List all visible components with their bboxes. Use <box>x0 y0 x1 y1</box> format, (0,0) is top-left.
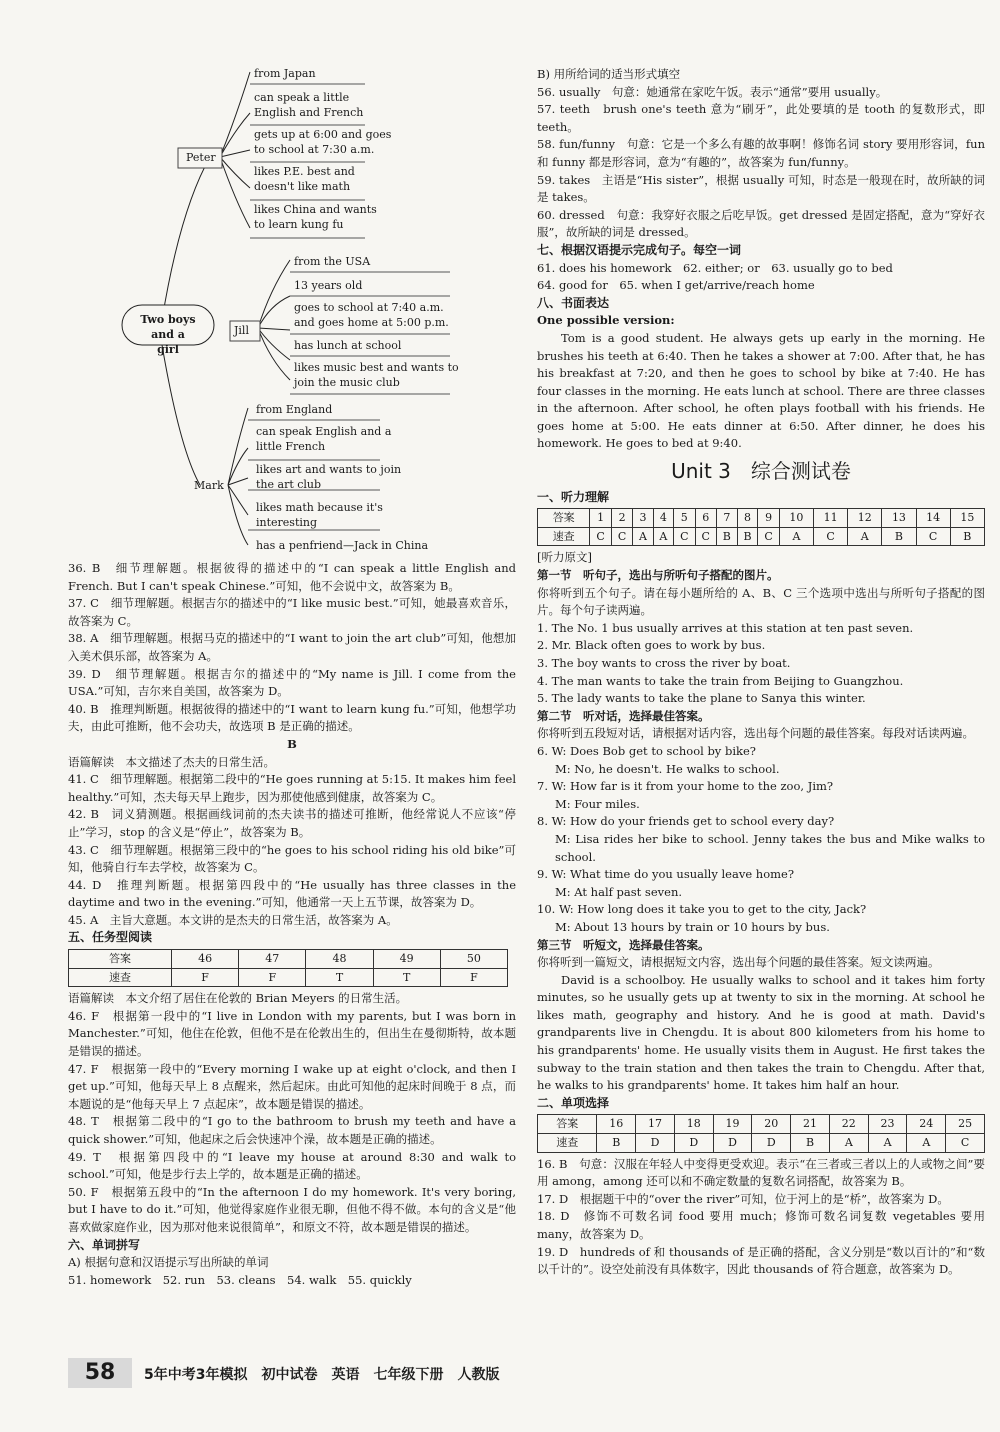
answer-19: 19. D hundreds of 和 thousands of 是正确的搭配，含义分别是“数以百计的”和“数以千计的”。设空处前没有具体数字，因此 thousands of 符合题意，故答案为 D。 <box>537 1244 985 1277</box>
jill-sub-lines <box>258 260 290 380</box>
answer-56: 56. usually 句意：她通常在家吃午饭。表示“通常”要用 usually。 <box>537 84 888 99</box>
dialogue-line: M: Four miles. <box>555 796 640 811</box>
answer-table-2 <box>537 1114 985 1152</box>
table-cell: 23 <box>868 1115 907 1134</box>
section-8-heading: 八、书面表达 <box>537 295 610 310</box>
table-cell: A <box>848 527 882 546</box>
dialogue-line: 9. W: What time do you usually leave home? <box>537 867 795 882</box>
sentence-3: 3. The boy wants to cross the river by boat. <box>537 656 791 670</box>
table-cell: D <box>636 1134 675 1153</box>
table-cell: C <box>758 527 779 546</box>
book-title: 5年中考3年模拟 初中试卷 英语 七年级下册 人教版 <box>144 1367 500 1383</box>
peter-item: gets up at 6:00 and goes to school at 7:30 a.m. <box>254 128 392 156</box>
branch-peter-line <box>162 157 210 320</box>
passage-summary-b: 语篇解读 本文描述了杰夫的日常生活。 <box>68 754 275 769</box>
peter-item: likes P.E. best and doesn't like math <box>254 165 355 193</box>
table-cell: C <box>611 527 632 546</box>
answer-60: 60. dressed 句意：我穿好衣服之后吃早饭。get dressed 是固定搭配，意为“穿好衣服”，故所缺的词是 dressed。 <box>537 207 985 240</box>
table-cell: A <box>653 527 673 546</box>
table-cell: 7 <box>716 509 737 528</box>
section-6-heading: 六、单词拼写 <box>68 1237 141 1252</box>
table-cell: 49 <box>373 950 440 969</box>
table-cell: 答案 <box>538 509 590 528</box>
peter-sub-lines <box>220 72 250 228</box>
branch-mark-line <box>162 345 200 485</box>
table-cell: A <box>779 527 813 546</box>
table-cell: 速查 <box>538 1134 597 1153</box>
section-6a-heading: A) 根据句意和汉语提示写出所缺的单词 <box>68 1255 269 1270</box>
table-cell: A <box>868 1134 907 1153</box>
answer-49: 49. T 根据第四段中的“I leave my house at around 8:30 and walk to school.”可知，他是步行去上学的，故本题是正确的描述。 <box>68 1149 516 1182</box>
listening-passage: David is a schoolboy. He usually walks to school and it takes him forty minutes, so he usually gets up at twenty to six in the morning. At school he likes math, geography and history. And he is good at math. David's grandparents live in Chengdu. It is about 800 kilometers from his home to his grandparents' home. He usually visits them in August. He first takes the subway to the train station and then takes the train to Chengdu. After that, he walks to his grandparents' home. It takes him half an hour. <box>537 972 985 1093</box>
answer-50: 50. F 根据第五段中的“In the afternoon I do my homework. It's very boring, but I have to do it.”可知，他觉得家庭作业很无聊，但他不得不做。本句的含义是“他喜欢做家庭作业，因为那对他来说很简单”，和原文不符，故本题是错误的描述。 <box>68 1184 516 1234</box>
answer-40: 40. B 推理判断题。根据彼得的描述中的“I want to learn kung fu.”可知，他想学功夫，由此可推断，他不会功夫，故选项 B 是正确的描述。 <box>68 701 516 734</box>
table-cell: B <box>950 527 984 546</box>
jill-item: from the USA <box>294 255 371 268</box>
answer-39: 39. D 细节理解题。根据吉尔的描述中的“My name is Jill. I come from the USA.”可知，吉尔来自美国，故答案为 D。 <box>68 666 516 699</box>
table-cell: D <box>713 1134 752 1153</box>
table-cell: 10 <box>779 509 813 528</box>
dialogue-line: 8. W: How do your friends get to school every day? <box>537 814 835 829</box>
table-cell: B <box>791 1134 830 1153</box>
part-1-heading: 第一节 听句子，选出与所听句子搭配的图片。 <box>537 568 779 583</box>
table-cell: 4 <box>653 509 673 528</box>
answers-51-55: 51. homework 52. run 53. cleans 54. walk 55. quickly <box>68 1272 412 1287</box>
section-6b-heading: B) 用所给词的适当形式填空 <box>537 67 681 81</box>
mark-item: from England <box>256 403 333 416</box>
answer-16: 16. B 句意：汉服在年轻人中变得更受欢迎。表示“在三者或三者以上的人或物之间”要用 among，among 还可以和不确定数量的复数名词搭配，故答案为 B。 <box>537 1156 985 1189</box>
table-cell: 速查 <box>69 968 172 987</box>
table-cell: 25 <box>946 1115 985 1134</box>
table-cell: B <box>716 527 737 546</box>
section-2-heading: 二、单项选择 <box>537 1095 610 1110</box>
answers-64-65: 64. good for 65. when I get/arrive/reach home <box>537 278 815 293</box>
part-1-instructions: 你将听到五个句子。请在每小题所给的 A、B、C 三个选项中选出与所听句子搭配的图片。每个句子读两遍。 <box>537 585 985 618</box>
section-b-heading: B <box>287 736 297 751</box>
answer-38: 38. A 细节理解题。根据马克的描述中的“I want to join the art club”可知，他想加入美术俱乐部，故答案为 A。 <box>68 631 516 663</box>
table-cell: C <box>916 527 950 546</box>
table-cell: B <box>737 527 758 546</box>
listening-transcript-label: [听力原文] <box>537 550 592 565</box>
table-cell: B <box>882 527 916 546</box>
jill-item: 13 years old <box>294 279 363 292</box>
table-cell: 48 <box>306 950 373 969</box>
answer-57: 57. teeth brush one's teeth 意为“刷牙”，此处要填的是 tooth 的复数形式，即 teeth。 <box>537 102 985 134</box>
unit-title: Unit 3 综合测试卷 <box>671 459 851 484</box>
table-cell: C <box>590 527 611 546</box>
peter-item: can speak a little English and French <box>254 91 364 119</box>
left-column <box>68 560 516 1289</box>
table-cell: 50 <box>440 950 507 969</box>
table-cell: D <box>752 1134 791 1153</box>
part-2-instructions: 你将听到五段短对话，请根据对话内容，选出每个问题的最佳答案。每段对话读两遍。 <box>537 726 974 741</box>
answer-37: 37. C 细节理解题。根据吉尔的描述中的“I like music best.”可知，她最喜欢音乐，故答案为 C。 <box>68 596 516 628</box>
table-cell: 16 <box>597 1115 636 1134</box>
dialogue-line: M: At half past seven. <box>555 884 683 899</box>
answer-17: 17. D 根据题干中的“over the river”可知，位于河上的是“桥”，故答案为 D。 <box>537 1191 949 1206</box>
section-7-heading: 七、根据汉语提示完成句子。每空一词 <box>537 242 742 257</box>
answer-59: 59. takes 主语是“His sister”，根据 usually 可知，时态是一般现在时，故所缺的词是 takes。 <box>537 172 985 205</box>
answer-47: 47. F 根据第一段中的“Every morning I wake up at eight o'clock, and then I get up.”可知，他每天早上 8 点醒来，然后起床。由此可知他的起床时间晚于 8 点，而本题说的是“他每天早上 7 点起床”，故本题是错误的描述。 <box>68 1061 516 1111</box>
table-cell: D <box>674 1134 713 1153</box>
answer-48: 48. T 根据第二段中的“I go to the bathroom to brush my teeth and have a quick shower.”可知，他起床之后会快速冲个澡，故本题是正确的描述。 <box>68 1114 516 1146</box>
page-number: 58 <box>68 1358 132 1388</box>
table-cell: 11 <box>814 509 848 528</box>
table-cell: 47 <box>239 950 306 969</box>
table-cell: 18 <box>674 1115 713 1134</box>
answer-42: 42. B 词义猜测题。根据画线词前的杰夫读书的描述可推断，他经常说人不应该“停止”学习，stop 的含义是“停止”，故答案为 B。 <box>68 807 516 839</box>
table-cell: 6 <box>695 509 716 528</box>
answer-41: 41. C 细节理解题。根据第二段中的“He goes running at 5:15. It makes him feel healthy.”可知，杰夫每天早上跑步，因为那使他感到健康，故答案为 C。 <box>68 772 516 804</box>
part-3-heading: 第三节 听短文，选择最佳答案。 <box>537 937 710 952</box>
table-cell: 答案 <box>538 1115 597 1134</box>
answer-45: 45. A 主旨大意题。本文讲的是杰夫的日常生活，故答案为 A。 <box>68 912 398 927</box>
table-cell: 2 <box>611 509 632 528</box>
table-cell: 20 <box>752 1115 791 1134</box>
dialogue-line: 10. W: How long does it take you to get to the city, Jack? <box>537 902 867 917</box>
part-3-instructions: 你将听到一篇短文，请根据短文内容，选出每个问题的最佳答案。短文读两遍。 <box>537 955 940 970</box>
table-cell: 21 <box>791 1115 830 1134</box>
table-cell: 14 <box>916 509 950 528</box>
sentence-5: 5. The lady wants to take the plane to Sanya this winter. <box>537 691 866 706</box>
jill-item: goes to school at 7:40 a.m. and goes home at 5:00 p.m. <box>294 301 449 329</box>
table-cell: T <box>306 968 373 987</box>
section-1-heading: 一、听力理解 <box>537 489 610 504</box>
answer-18: 18. D 修饰不可数名词 food 要用 much；修饰可数名词复数 vegetables 要用 many，故答案为 D。 <box>537 1209 985 1241</box>
table-cell: A <box>633 527 653 546</box>
mark-item: can speak English and a little French <box>256 425 392 453</box>
mind-map <box>120 60 520 555</box>
table-cell: A <box>829 1134 868 1153</box>
node-jill: Jill <box>234 324 249 337</box>
dialogue-line: 7. W: How far is it from your home to the zoo, Jim? <box>537 779 834 794</box>
dialogue-line: M: Lisa rides her bike to school. Jenny takes the bus and Mike walks to school. <box>555 831 985 864</box>
answer-table-1 <box>537 508 985 546</box>
table-cell: 9 <box>758 509 779 528</box>
section-5-heading: 五、任务型阅读 <box>68 930 153 945</box>
table-cell: A <box>907 1134 946 1153</box>
mark-item: likes art and wants to join the art club <box>256 463 402 491</box>
table-cell: 8 <box>737 509 758 528</box>
table-cell: C <box>814 527 848 546</box>
table-cell: 13 <box>882 509 916 528</box>
answer-44: 44. D 推理判断题。根据第四段中的“He usually has three classes in the daytime and two in the evening.”可知，他通常一天上五节课，故答案为 D。 <box>68 877 516 910</box>
table-cell: 5 <box>674 509 695 528</box>
sentence-4: 4. The man wants to take the train from Beijing to Guangzhou. <box>537 673 904 688</box>
passage-summary-5: 语篇解读 本文介绍了居住在伦敦的 Brian Meyers 的日常生活。 <box>68 991 408 1006</box>
jill-item: likes music best and wants to join the music club <box>294 361 459 389</box>
table-cell: F <box>172 968 239 987</box>
table-cell: 12 <box>848 509 882 528</box>
peter-item: likes China and wants to learn kung fu <box>254 203 377 231</box>
sample-essay: Tom is a good student. He always gets up early in the morning. He brushes his teeth at 6:40. Then he takes a shower at 7:00. After that, he has his breakfast at 7:20, and then he goes to school by bike at 7:40. He has four classes in the morning. He eats lunch at school. There are three classes in the afternoon. After school, he often plays football with his friends. He goes home at 5:00. He eats dinner at 6:50. After dinner, he does his homework. He goes to bed at 9:40. <box>537 330 985 451</box>
answer-table-5 <box>68 949 508 987</box>
dialogue-line: M: About 13 hours by train or 10 hours by bus. <box>555 919 830 934</box>
table-cell: T <box>373 968 440 987</box>
table-cell: C <box>695 527 716 546</box>
jill-item: has lunch at school <box>294 339 402 352</box>
answers-61-63: 61. does his homework 62. either; or 63. usually go to bed <box>537 260 893 275</box>
table-cell: 速查 <box>538 527 590 546</box>
answer-43: 43. C 细节理解题。根据第三段中的“he goes to his school riding his old bike”可知，他骑自行车去学校，故答案为 C。 <box>68 842 516 875</box>
page-footer <box>68 1358 628 1390</box>
table-cell: 22 <box>829 1115 868 1134</box>
mark-item: likes math because it's interesting <box>256 501 383 529</box>
mark-item: has a penfriend—Jack in China <box>256 539 429 552</box>
table-cell: C <box>674 527 695 546</box>
mark-sub-lines <box>228 408 248 545</box>
table-cell: 答案 <box>69 950 172 969</box>
mind-map-center: Two boys and a girl <box>140 313 196 356</box>
table-cell: 15 <box>950 509 984 528</box>
node-peter: Peter <box>186 151 216 164</box>
table-cell: 46 <box>172 950 239 969</box>
peter-item: from Japan <box>254 67 316 80</box>
sentence-2: 2. Mr. Black often goes to work by bus. <box>537 638 766 653</box>
table-cell: 24 <box>907 1115 946 1134</box>
answer-36: 36. B 细节理解题。根据彼得的描述中的“I can speak a little English and French. But I can't speak Chinese.”可知，他不会说中文，故答案为 B。 <box>68 561 516 593</box>
dialogue-line: M: No, he doesn't. He walks to school. <box>555 761 780 776</box>
part-2-heading: 第二节 听对话，选择最佳答案。 <box>537 708 710 723</box>
right-column <box>537 66 985 1279</box>
table-cell: F <box>239 968 306 987</box>
table-cell: 19 <box>713 1115 752 1134</box>
answer-58: 58. fun/funny 句意：它是一个多么有趣的故事啊！修饰名词 story 要用形容词，fun 和 funny 都是形容词，意为“有趣的”，故答案为 fun/funny。 <box>537 137 985 169</box>
dialogue-line: 6. W: Does Bob get to school by bike? <box>537 743 756 758</box>
table-cell: 3 <box>633 509 653 528</box>
table-cell: F <box>440 968 507 987</box>
sentence-1: 1. The No. 1 bus usually arrives at this station at ten past seven. <box>537 620 914 635</box>
node-mark: Mark <box>194 479 224 492</box>
table-cell: C <box>946 1134 985 1153</box>
possible-version-label: One possible version: <box>537 313 675 328</box>
table-cell: B <box>597 1134 636 1153</box>
table-cell: 1 <box>590 509 611 528</box>
answer-46: 46. F 根据第一段中的“I live in London with my parents, but I was born in Manchester.”可知，他住在伦敦，但他不是在伦敦出生的，但出生在曼彻斯特，故本题是错误的描述。 <box>68 1008 516 1059</box>
table-cell: 17 <box>636 1115 675 1134</box>
